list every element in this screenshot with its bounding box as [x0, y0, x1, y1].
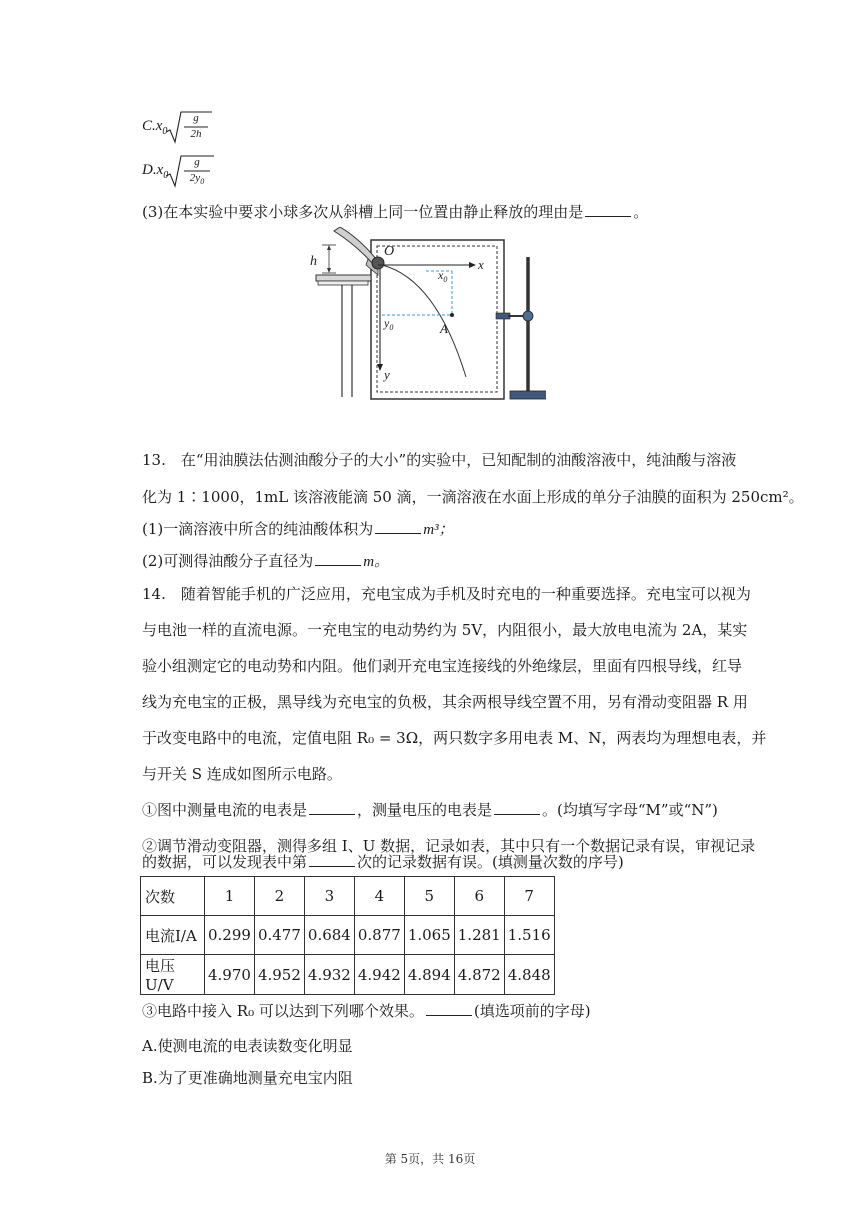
answer-blank[interactable]	[375, 519, 421, 534]
table-cell: 电压U/V	[141, 955, 205, 995]
table-cell: 0.299	[205, 916, 255, 955]
table-cell: 4.942	[354, 955, 404, 995]
table-top	[316, 275, 371, 281]
label-x0: $x_0$	[438, 268, 448, 284]
table-cell: 4.932	[304, 955, 354, 995]
table-cell: 3	[304, 877, 354, 916]
q14-part2-line2: 的数据，可以发现表中第 次的记录数据有误。(填测量次数的序号)	[142, 853, 624, 871]
stand-base	[510, 391, 546, 399]
label-a: A	[440, 321, 448, 336]
chute	[334, 227, 376, 263]
answer-blank[interactable]	[309, 852, 355, 867]
table-cell: 7	[504, 877, 554, 916]
q14-part2-line1: ②调节滑动变阻器，测得多组 I、U 数据，记录如表，其中只有一个数据记录有误，审视记录	[142, 837, 756, 855]
ball	[372, 257, 384, 269]
label-x: x	[478, 257, 484, 272]
table-cell: 次数	[141, 877, 205, 916]
table-row	[141, 916, 555, 955]
table-cell: 5	[404, 877, 454, 916]
table-cell: 电流I/A	[141, 916, 205, 955]
point-a	[450, 313, 454, 317]
table-cell: 1.065	[404, 916, 454, 955]
q14-stem-line3: 验小组测定它的电动势和内阻。他们剥开充电宝连接线的外绝缘层，里面有四根导线，红导	[142, 657, 743, 675]
answer-blank[interactable]	[309, 800, 355, 815]
table-cell: 0.477	[254, 916, 304, 955]
label-o: O	[384, 244, 395, 259]
q13-part1: (1)一滴溶液中所含的纯油酸体积为 m³；	[142, 520, 454, 538]
table-cell: 1.516	[504, 916, 554, 955]
table-cell: 4	[354, 877, 404, 916]
table-row	[141, 877, 555, 916]
q13-part2: (2)可测得油酸分子直径为 m。	[142, 552, 390, 570]
q14-stem-line4: 线为充电宝的正极，黑导线为充电宝的负极，其余两根导线空置不用，另有滑动变阻器 R 用	[142, 693, 748, 711]
table-cell: 1	[205, 877, 255, 916]
projectile-apparatus-figure	[296, 227, 546, 407]
table-cell: 4.952	[254, 955, 304, 995]
label-y: y	[384, 367, 390, 382]
q14-stem-line2: 与电池一样的直流电源。一充电宝的电动势约为 5V，内阻很小，最大放电电流为 2A，某实	[142, 621, 748, 639]
option-c-numerator: g	[193, 112, 199, 124]
table-cell: 4.872	[454, 955, 504, 995]
answer-blank[interactable]	[585, 202, 631, 217]
q14-part3: ③电路中接入 R₀ 可以达到下列哪个效果。 (填选项前的字母)	[142, 1002, 591, 1020]
option-d-denominator: $2y_0$	[189, 172, 205, 187]
board-frame	[371, 240, 504, 399]
q13-stem-line2: 化为 1∶1000，1mL 该溶液能滴 50 滴，一滴溶液在水面上形成的单分子油膜的面积为 250cm²。	[142, 488, 804, 506]
q14-option-b: B.为了更准确地测量充电宝内阻	[142, 1069, 353, 1087]
option-c	[142, 108, 232, 148]
table-cell: 1.281	[454, 916, 504, 955]
table-cell: 0.877	[354, 916, 404, 955]
measurement-table	[140, 876, 555, 995]
label-y0: $y_0$	[384, 316, 394, 332]
page-footer: 第 5页，共 16页	[384, 1152, 476, 1166]
q14-option-a: A.使测电流的电表读数变化明显	[142, 1037, 353, 1055]
table-cell: 6	[454, 877, 504, 916]
answer-blank[interactable]	[494, 800, 540, 815]
label-h: h	[310, 254, 317, 269]
q12-part3: (3)在本实验中要求小球多次从斜槽上同一位置由静止释放的理由是 。	[142, 203, 649, 221]
q14-stem-line6: 与开关 S 连成如图所示电路。	[142, 765, 342, 783]
table-row	[141, 955, 555, 995]
table-cell: 4.848	[504, 955, 554, 995]
q14-part1: ①图中测量电流的电表是 ，测量电压的电表是 。(均填写字母“M”或“N”)	[142, 801, 718, 819]
option-d-label: $D.x_0$	[142, 162, 169, 181]
table-cell: 2	[254, 877, 304, 916]
table-cell: 4.894	[404, 955, 454, 995]
q13-stem-line1: 13. 在“用油膜法估测油酸分子的大小”的实验中，已知配制的油酸溶液中，纯油酸与溶液	[142, 451, 737, 469]
table-cell: 4.970	[205, 955, 255, 995]
option-c-denominator: 2h	[190, 128, 202, 140]
answer-blank[interactable]	[426, 1001, 472, 1016]
option-d-numerator: g	[194, 156, 200, 168]
answer-blank[interactable]	[315, 551, 361, 566]
q14-stem-line1: 14. 随着智能手机的广泛应用，充电宝成为手机及时充电的一种重要选择。充电宝可以视为	[142, 585, 751, 603]
option-d	[142, 152, 232, 192]
option-c-label: $C.x_0$	[142, 118, 168, 137]
table-cell: 0.684	[304, 916, 354, 955]
q14-stem-line5: 于改变电路中的电流，定值电阻 R₀ = 3Ω，两只数字多用电表 M、N，两表均为理想电表，并	[142, 729, 767, 747]
stand-clamp	[523, 311, 533, 321]
